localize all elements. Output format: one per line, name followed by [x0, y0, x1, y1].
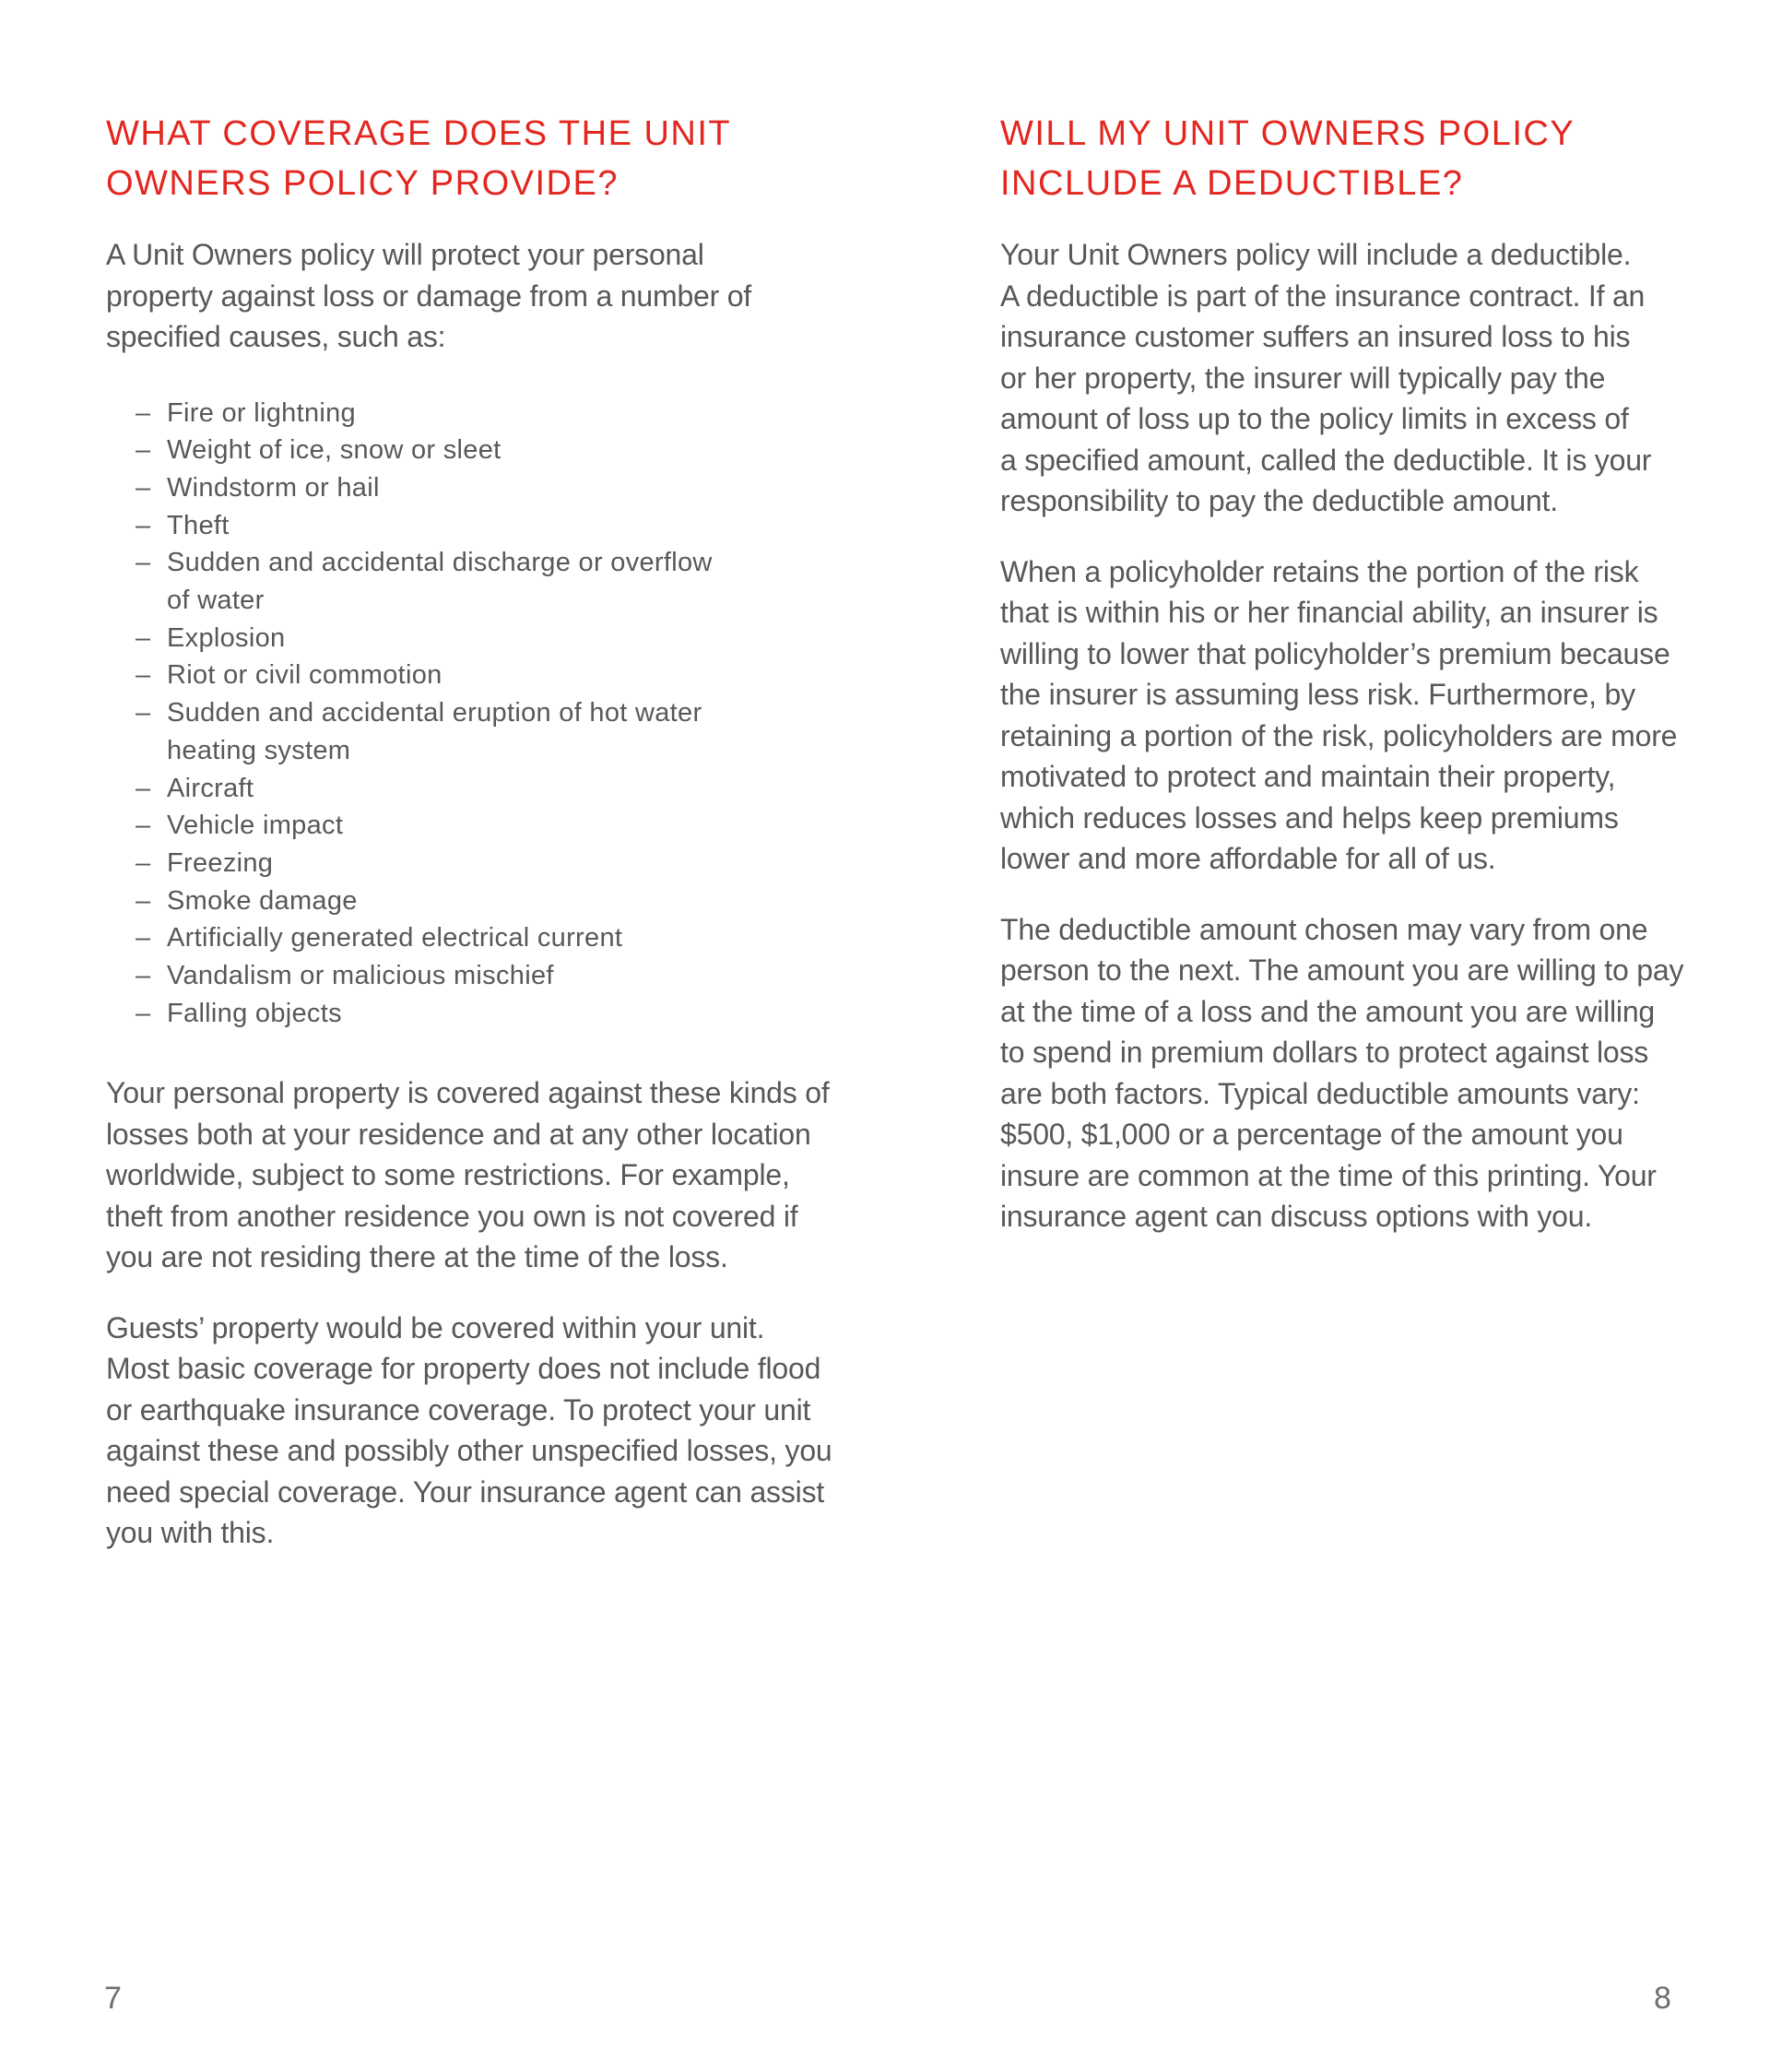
paragraph-line: person to the next. The amount you are willing to pay	[1000, 953, 1684, 987]
list-item-line: Sudden and accidental discharge or overflow	[167, 548, 713, 578]
paragraph-line: retaining a portion of the risk, policyholders are more	[1000, 718, 1678, 752]
list-item	[136, 770, 788, 808]
list-item	[136, 620, 788, 657]
list-item-line: Riot or civil commotion	[167, 660, 442, 691]
list-item-line: Aircraft	[167, 773, 254, 803]
list-item-line: Falling objects	[167, 998, 342, 1028]
paragraph-line: Guests’ property would be covered within your unit.	[106, 1310, 765, 1344]
list-item-line: Freezing	[167, 847, 274, 878]
left-page-column	[106, 109, 832, 1554]
dash-bullet-marker: –	[136, 622, 151, 653]
paragraph-line: the insurer is assuming less risk. Furthermore, by	[1000, 678, 1635, 711]
right-risk-retention-paragraph	[1000, 551, 1682, 880]
paragraph-line: amount of loss up to the policy limits in excess of	[1000, 402, 1629, 435]
right-deductible-intro-paragraph	[1000, 234, 1682, 522]
paragraph-line: Most basic coverage for property does not include flood	[106, 1352, 821, 1386]
list-item-line: Vandalism or malicious mischief	[167, 961, 554, 991]
paragraph-line: or earthquake insurance coverage. To protect your unit	[106, 1392, 811, 1427]
dash-bullet-marker: –	[136, 923, 151, 953]
dash-bullet-marker: –	[136, 811, 151, 841]
dash-bullet-marker: –	[136, 961, 151, 991]
list-item	[136, 469, 788, 507]
list-item-line: Smoke damage	[167, 885, 358, 916]
paragraph-line: motivated to protect and maintain their property,	[1000, 760, 1616, 793]
paragraph-line: need special coverage. Your insurance agent can assist	[106, 1474, 825, 1509]
heading-line: WHAT COVERAGE DOES THE UNIT	[106, 114, 732, 153]
list-item-text	[167, 882, 788, 920]
paragraph-line: that is within his or her financial ability, an insurer is	[1000, 596, 1658, 629]
paragraph-line: or her property, the insurer will typically pay the	[1000, 361, 1606, 395]
list-item-line: Windstorm or hail	[167, 472, 380, 503]
paragraph-line: theft from another residence you own is not covered if	[106, 1199, 798, 1233]
paragraph-line: responsibility to pay the deductible amount.	[1000, 484, 1558, 517]
paragraph-line: you are not residing there at the time of the loss.	[106, 1240, 728, 1274]
right-section-heading	[1000, 109, 1682, 208]
list-item-line: Sudden and accidental eruption of hot water	[167, 698, 702, 728]
paragraph-line: A deductible is part of the insurance contract. If an	[1000, 278, 1646, 313]
dash-bullet-marker: –	[136, 397, 151, 428]
paragraph-line: willing to lower that policyholder’s premium because	[1000, 636, 1670, 670]
paragraph-line: are both factors. Typical deductible amounts vary:	[1000, 1076, 1640, 1110]
list-item-line: of water	[167, 586, 265, 616]
list-item-text	[167, 807, 788, 845]
left-intro-paragraph	[106, 234, 788, 358]
list-item-text	[167, 395, 788, 432]
list-item-text	[167, 694, 788, 769]
left-guests-property-paragraph	[106, 1308, 832, 1554]
paragraph-line: specified causes, such as:	[106, 320, 446, 353]
list-item-text	[167, 957, 788, 995]
dash-bullet-marker: –	[136, 548, 151, 578]
heading-line: OWNERS POLICY PROVIDE?	[106, 164, 619, 203]
list-item	[136, 657, 788, 694]
paragraph-line: $500, $1,000 or a percentage of the amount you	[1000, 1118, 1623, 1151]
paragraph-line: insurance agent can discuss options with you.	[1000, 1200, 1593, 1233]
list-item-text	[167, 919, 788, 957]
paragraph-line: A Unit Owners policy will protect your personal	[106, 238, 704, 271]
right-deductible-amount-paragraph	[1000, 909, 1682, 1237]
list-item	[136, 507, 788, 545]
list-item-line: Theft	[167, 510, 230, 540]
page-number-right: 8	[1654, 1981, 1671, 2016]
paragraph-line: at the time of a loss and the amount you are willing	[1000, 994, 1656, 1028]
dash-bullet-marker: –	[136, 847, 151, 878]
left-coverage-location-paragraph	[106, 1072, 830, 1278]
dash-bullet-marker: –	[136, 998, 151, 1028]
paragraph-line: Your Unit Owners policy will include a deductible.	[1000, 238, 1632, 271]
list-item	[136, 845, 788, 882]
list-item-line: heating system	[167, 735, 351, 765]
list-item-text	[167, 995, 788, 1033]
list-item-line: Vehicle impact	[167, 811, 344, 841]
paragraph-line: insurance customer suffers an insured loss to his	[1000, 320, 1631, 353]
list-item	[136, 882, 788, 920]
list-item	[136, 694, 788, 769]
paragraph-line: which reduces losses and helps keep premiums	[1000, 800, 1619, 835]
right-page-column	[1000, 109, 1682, 1237]
paragraph-line: When a policyholder retains the portion of the risk	[1000, 554, 1639, 588]
paragraph-line: insure are common at the time of this printing. Your	[1000, 1158, 1657, 1192]
list-item	[136, 395, 788, 432]
paragraph-line: you with this.	[106, 1516, 275, 1550]
heading-line: WILL MY UNIT OWNERS POLICY	[1000, 114, 1575, 153]
covered-causes-list	[106, 395, 788, 1033]
dash-bullet-marker: –	[136, 510, 151, 540]
dash-bullet-marker: –	[136, 660, 151, 691]
paragraph-line: a specified amount, called the deductible. It is your	[1000, 443, 1652, 477]
list-item	[136, 919, 788, 957]
list-item	[136, 957, 788, 995]
list-item	[136, 995, 788, 1033]
list-item-line: Weight of ice, snow or sleet	[167, 435, 502, 466]
paragraph-line: Your personal property is covered against these kinds of	[106, 1076, 830, 1110]
list-item-text	[167, 507, 788, 545]
list-item-line: Fire or lightning	[167, 397, 356, 428]
list-item-text	[167, 845, 788, 882]
paragraph-line: against these and possibly other unspecified losses, you	[106, 1434, 832, 1468]
list-item-text	[167, 620, 788, 657]
page-number-left: 7	[104, 1981, 122, 2016]
list-item-text	[167, 770, 788, 808]
paragraph-line: property against loss or damage from a number of	[106, 278, 752, 313]
list-item-text	[167, 432, 788, 469]
paragraph-line: The deductible amount chosen may vary from one	[1000, 912, 1648, 946]
dash-bullet-marker: –	[136, 698, 151, 728]
list-item-text	[167, 657, 788, 694]
list-item-line: Explosion	[167, 622, 286, 653]
dash-bullet-marker: –	[136, 472, 151, 503]
list-item-text	[167, 469, 788, 507]
dash-bullet-marker: –	[136, 773, 151, 803]
list-item	[136, 432, 788, 469]
list-item	[136, 544, 788, 619]
list-item-line: Artificially generated electrical current	[167, 923, 623, 953]
list-item	[136, 807, 788, 845]
dash-bullet-marker: –	[136, 885, 151, 916]
paragraph-line: to spend in premium dollars to protect against loss	[1000, 1036, 1649, 1069]
paragraph-line: losses both at your residence and at any other location	[106, 1117, 811, 1151]
dash-bullet-marker: –	[136, 435, 151, 466]
heading-line: INCLUDE A DEDUCTIBLE?	[1000, 164, 1464, 203]
paragraph-line: lower and more affordable for all of us.	[1000, 842, 1496, 875]
left-section-heading	[106, 109, 788, 208]
list-item-text	[167, 544, 788, 619]
paragraph-line: worldwide, subject to some restrictions. For example,	[106, 1158, 790, 1192]
